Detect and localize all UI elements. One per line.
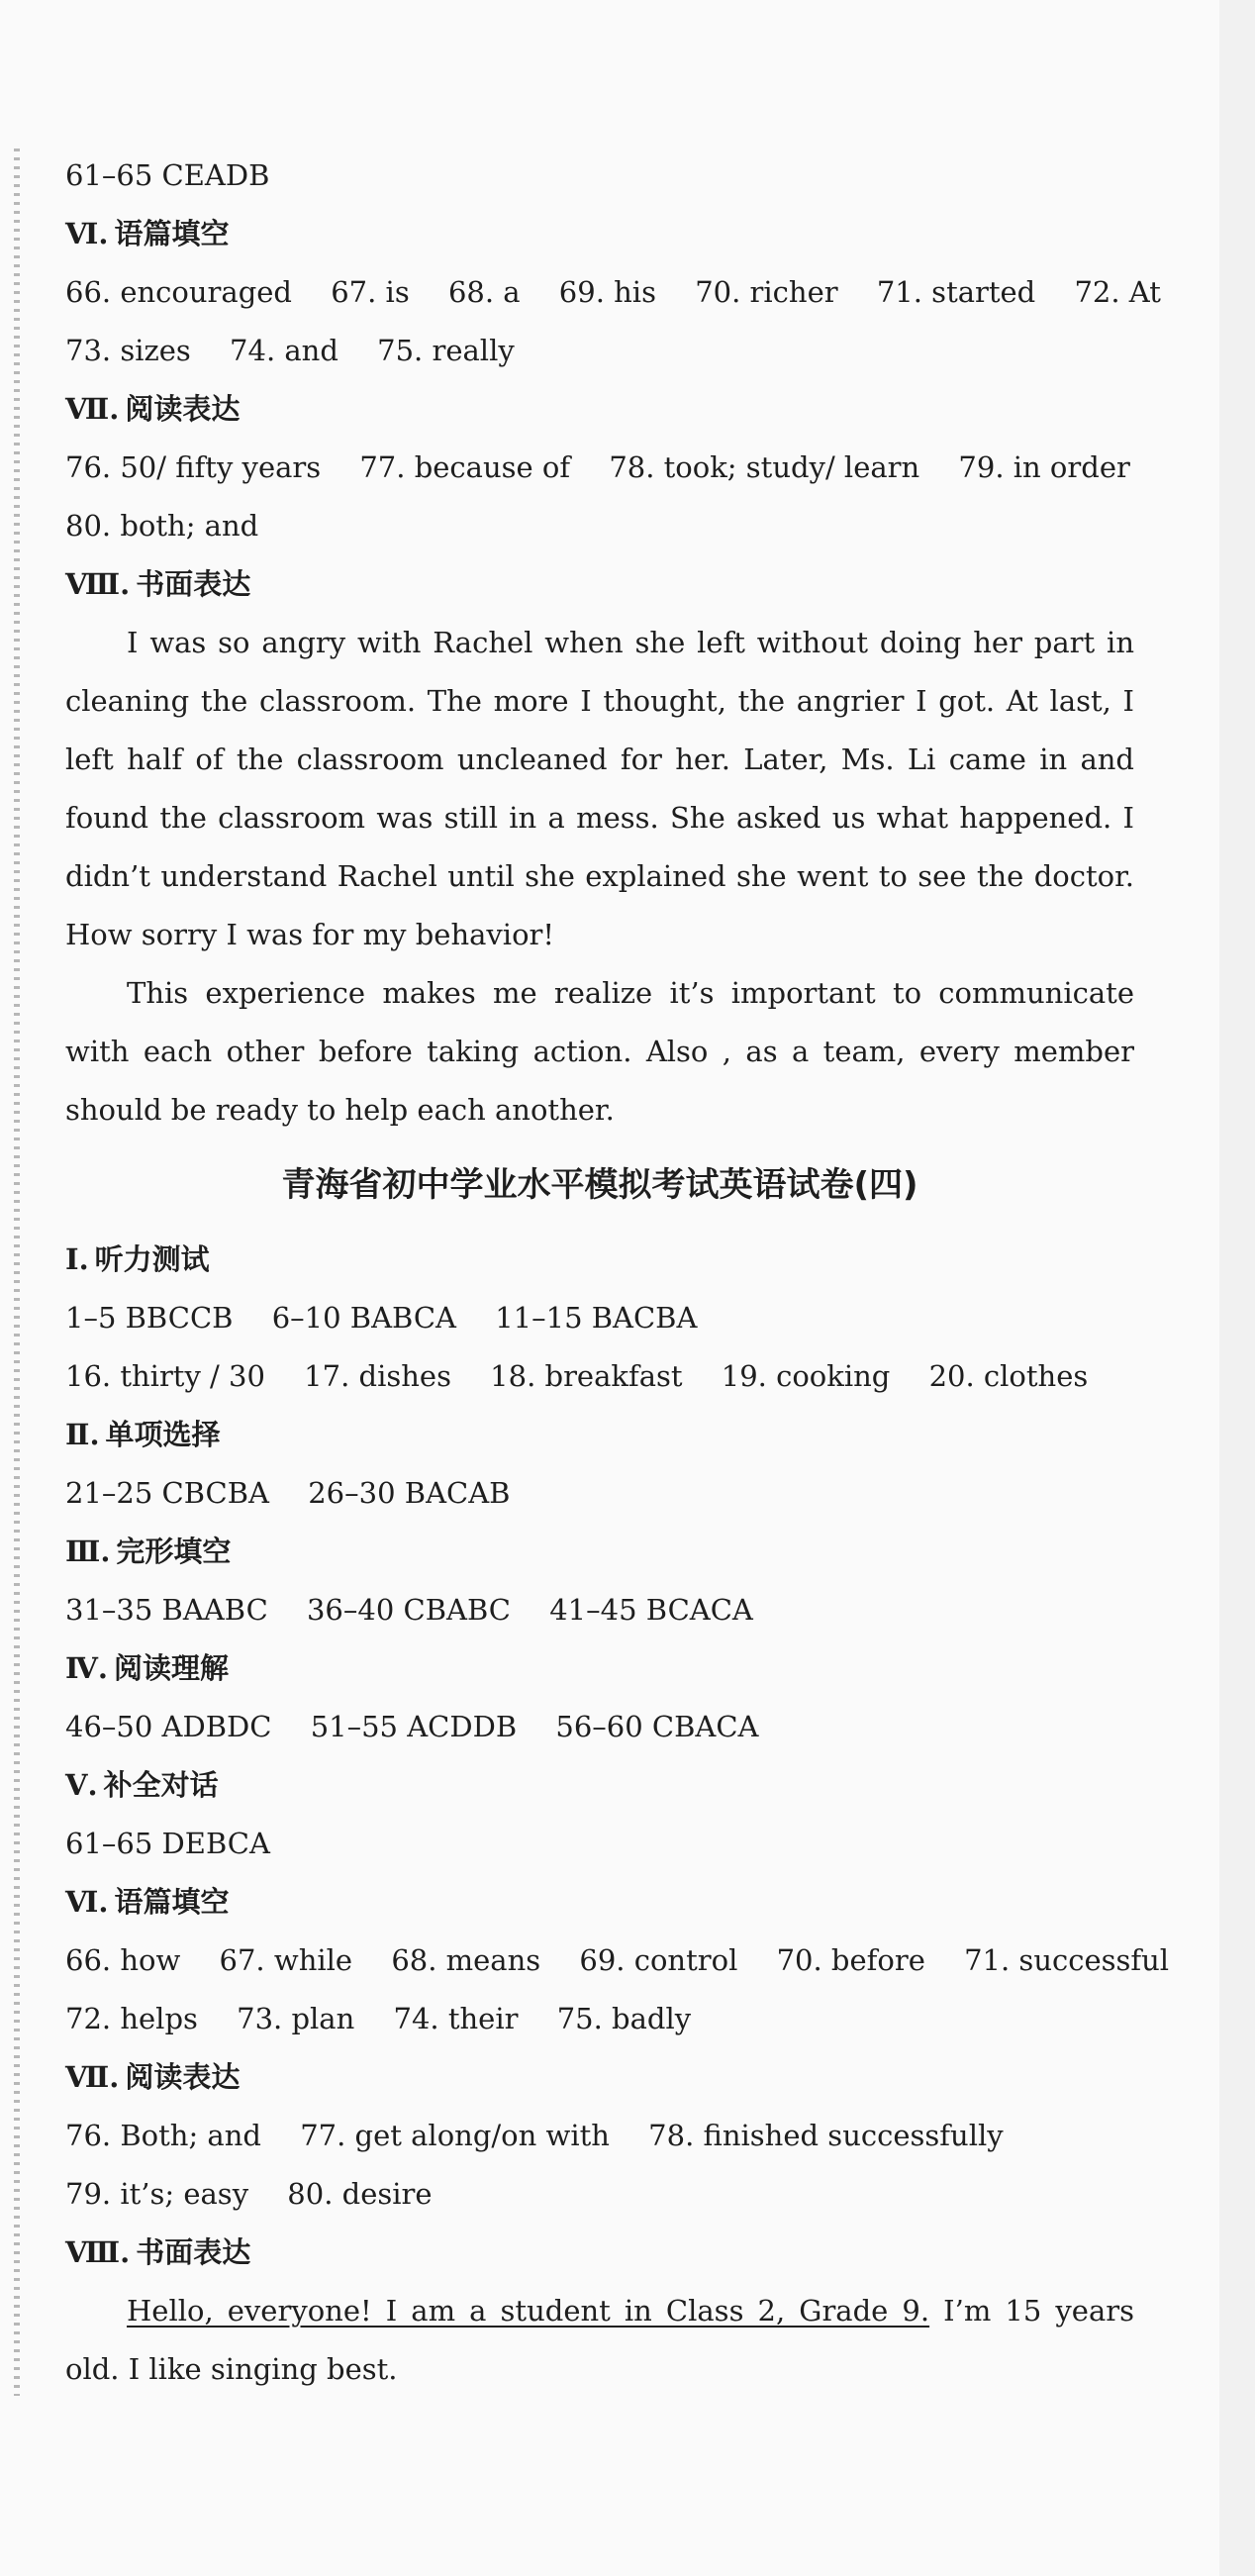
answer-item: 78. took; study/ learn [609, 450, 920, 484]
section-heading: Ⅱ. 单项选择 [65, 1418, 221, 1451]
answer-item: 20. clothes [928, 1359, 1089, 1393]
section-heading: Ⅵ. 语篇填空 [65, 217, 230, 250]
essay-paragraph: I was so angry with Rachel when she left without doing her part in cleaning the classroom. The more I thought, the angrier I got. At last, I left half of the classroom uncleaned for her. Later, Ms. Li came in and found the classroom was still in a mess. She asked us what happened. I didn’t understand Rachel until she explained she went to see the doctor. How sorry I was for my behavior! [65, 626, 1134, 951]
answer-item: 26–30 BACAB [308, 1476, 511, 1510]
section-heading: Ⅷ. 书面表达 [65, 567, 251, 601]
answer-line [65, 439, 1134, 497]
section-heading: Ⅲ. 完形填空 [65, 1535, 232, 1568]
answer-item: 74. their [393, 2002, 519, 2035]
answer-item: 77. get along/on with [300, 2119, 610, 2152]
answer-line [65, 1990, 1134, 2048]
section-heading: Ⅷ. 书面表达 [65, 2235, 251, 2269]
answer-line [65, 322, 1134, 380]
answer-item: 46–50 ADBDC [65, 1710, 272, 1743]
answer-item: 11–15 BACBA [495, 1301, 698, 1335]
section-heading: Ⅳ. 阅读理解 [65, 1651, 230, 1685]
answer-item: 71. started [876, 275, 1036, 309]
answer-line [65, 1698, 1134, 1756]
answer-item: 41–45 BCACA [549, 1593, 753, 1627]
answer-item: 6–10 BABCA [271, 1301, 456, 1335]
answer-item: 78. finished successfully [648, 2119, 1004, 2152]
answer-item: 77. because of [359, 450, 571, 484]
answer-line [65, 497, 1134, 555]
answer-line [65, 1581, 1134, 1639]
answer-line [65, 263, 1161, 322]
answer-item: 66. encouraged [65, 275, 292, 309]
section-heading: Ⅰ. 听力测试 [65, 1242, 210, 1276]
answer-line [65, 1347, 1134, 1406]
answer-item: 73. plan [237, 2002, 355, 2035]
answer-line [65, 2165, 1134, 2224]
answer-line [65, 1932, 1170, 1990]
answer-item: 79. it’s; easy [65, 2177, 249, 2211]
answer-item: 75. badly [556, 2002, 692, 2035]
answer-line [65, 147, 1134, 205]
answer-item: 31–35 BAABC [65, 1593, 268, 1627]
answer-item: 66. how [65, 1943, 181, 1977]
answer-item: 51–55 ACDDB [310, 1710, 518, 1743]
answer-item: 36–40 CBABC [306, 1593, 511, 1627]
answer-item: 80. desire [287, 2177, 433, 2211]
answer-item: 73. sizes [65, 334, 191, 367]
answer-item: 76. Both; and [65, 2119, 261, 2152]
answer-item: 76. 50/ fifty years [65, 450, 322, 484]
answer-item: 16. thirty / 30 [65, 1359, 265, 1393]
answer-line [65, 1815, 1134, 1873]
essay-continuation: I’m 15 years old. I like singing best. [65, 2294, 1134, 2386]
answer-item: 56–60 CBACA [555, 1710, 759, 1743]
page-content [65, 147, 1170, 2399]
essay-paragraph [65, 2282, 1134, 2399]
answer-item: 67. while [219, 1943, 353, 1977]
section-heading: Ⅴ. 补全对话 [65, 1768, 219, 1802]
answer-item: 69. control [579, 1943, 738, 1977]
answer-item: 68. means [391, 1943, 541, 1977]
answer-item: 80. both; and [65, 509, 259, 543]
answer-line [65, 1464, 1134, 1523]
answer-item: 68. a [447, 275, 521, 309]
answer-item: 21–25 CBCBA [65, 1476, 270, 1510]
binding-perforation [14, 149, 20, 2396]
answer-item: 72. helps [65, 2002, 198, 2035]
answer-item: 79. in order [958, 450, 1130, 484]
section-heading: Ⅶ. 阅读表达 [65, 2060, 241, 2094]
answer-item: 19. cooking [721, 1359, 891, 1393]
answer-item: 61–65 DEBCA [65, 1827, 270, 1860]
answer-item: 74. and [230, 334, 338, 367]
answer-line [65, 1289, 1134, 1347]
section-heading: Ⅵ. 语篇填空 [65, 1885, 230, 1919]
answer-item: 75. really [377, 334, 515, 367]
exam-title: 青海省初中学业水平模拟考试英语试卷(四) [281, 1165, 918, 1205]
essay-given-opening: Hello, everyone! I am a student in Class 2, Grade 9. [127, 2294, 930, 2328]
answer-item: 71. successful [964, 1943, 1170, 1977]
answer-item: 70. richer [695, 275, 838, 309]
answer-item: 69. his [558, 275, 656, 309]
answer-item: 17. dishes [304, 1359, 451, 1393]
answer-item: 67. is [331, 275, 410, 309]
answer-item: 72. At [1074, 275, 1161, 309]
answer-line [65, 2107, 1134, 2165]
answer-item: 70. before [776, 1943, 925, 1977]
answer-item: 61–65 CEADB [65, 158, 270, 192]
answer-item: 18. breakfast [490, 1359, 683, 1393]
essay-paragraph: This experience makes me realize it’s important to communicate with each other before taking action. Also , as a team, every member should be ready to help each another. [65, 976, 1134, 1127]
answer-item: 1–5 BBCCB [65, 1301, 234, 1335]
section-heading: Ⅶ. 阅读表达 [65, 392, 241, 426]
